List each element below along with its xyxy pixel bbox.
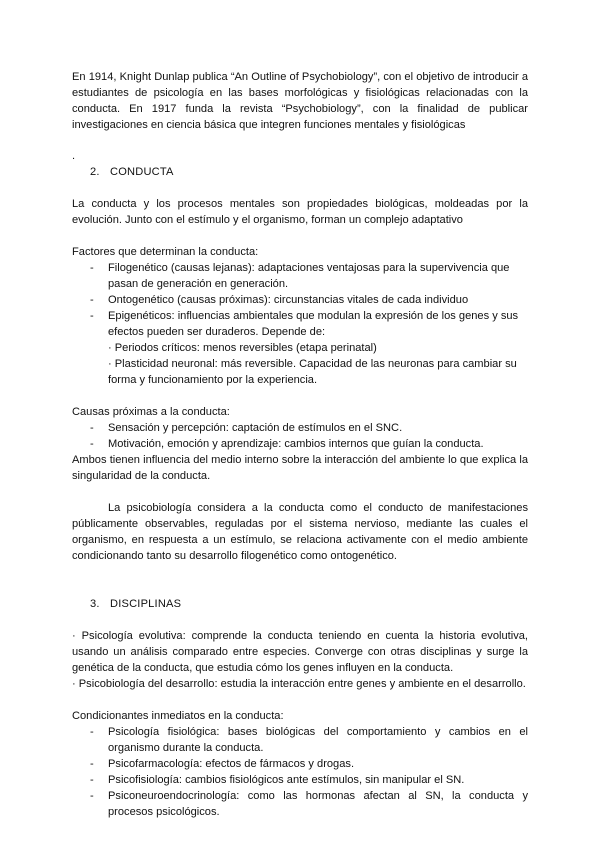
epigenetic-sub-item: · Periodos críticos: menos reversibles (etapa perinatal): [108, 342, 377, 354]
list-item: - Psiconeuroendocrinología: como las hormonas afectan al SN, la conducta y procesos psicológicos.: [72, 788, 528, 820]
definition-paragraph: La psicobiología considera a la conducta como el conducto de manifestaciones públicamente observables, reguladas por el sistema nervioso, mediante las cuales el organismo, en respuesta a un estímulo, se relaciona activamente con el medio ambiente condicionando tanto su desarrollo filogenético como ontogenético.: [72, 502, 528, 562]
factors-list: [72, 260, 528, 340]
document-page: [72, 69, 528, 820]
list-item: - Psicología fisiológica: bases biológicas del comportamiento y cambios en el organismo durante la conducta.: [72, 724, 528, 756]
list-item: - Psicofisiología: cambios fisiológicos ante estímulos, sin manipular el SN.: [72, 772, 528, 788]
list-item: - Sensación y percepción: captación de estímulos en el SNC.: [72, 420, 528, 436]
epigenetic-sub-item: · Plasticidad neuronal: más reversible. Capacidad de las neuronas para cambiar su forma y funcionamiento por la experiencia.: [108, 358, 517, 386]
list-item: - Epigenéticos: influencias ambientales que modulan la expresión de los genes y sus efectos pueden ser duraderos. Depende de:: [72, 308, 528, 340]
list-item: - Filogenético (causas lejanas): adaptaciones ventajosas para la supervivencia que pasan de generación en generación.: [72, 260, 528, 292]
list-item: - Ontogenético (causas próximas): circunstancias vitales de cada individuo: [72, 292, 528, 308]
desarrollo-paragraph: · Psicobiología del desarrollo: estudia la interacción entre genes y ambiente en el desarrollo.: [72, 678, 526, 690]
causes-title: Causas próximas a la conducta:: [72, 406, 230, 418]
section-3-heading: [90, 596, 528, 612]
factors-title: Factores que determinan la conducta:: [72, 246, 259, 258]
section-2-title: CONDUCTA: [110, 166, 174, 178]
influence-paragraph: Ambos tienen influencia del medio interno sobre la interacción del ambiente lo que explica la singularidad de la conducta.: [72, 454, 528, 482]
section-2-number: 2.: [90, 166, 100, 178]
conditions-list: [72, 724, 528, 820]
causes-list: [72, 420, 528, 452]
evolutiva-paragraph: · Psicología evolutiva: comprende la conducta teniendo en cuenta la historia evolutiva, usando un análisis comparado entre especies. Converge con otras disciplinas y surge la genética de la conducta, que estudia cómo los genes influyen en la conducta.: [72, 630, 528, 674]
stray-dot: .: [72, 150, 76, 162]
section-2-heading: [90, 164, 528, 180]
section-3-title: DISCIPLINAS: [110, 598, 182, 610]
list-item: - Psicofarmacología: efectos de fármacos y drogas.: [72, 756, 528, 772]
list-item: - Motivación, emoción y aprendizaje: cambios internos que guían la conducta.: [72, 436, 528, 452]
section-3-number: 3.: [90, 598, 100, 610]
intro-paragraph: En 1914, Knight Dunlap publica “An Outline of Psychobiology”, con el objetivo de introducir a estudiantes de psicología en las bases morfológicas y fisiológicas relacionadas con la conducta. En 1917 funda la revista “Psychobiology”, con la finalidad de publicar investigaciones en ciencia básica que integren funciones mentales y fisiológicas: [72, 71, 528, 131]
conditions-title: Condicionantes inmediatos en la conducta:: [72, 710, 284, 722]
conducta-paragraph: La conducta y los procesos mentales son propiedades biológicas, moldeadas por la evolución. Junto con el estímulo y el organismo, forman un complejo adaptativo: [72, 198, 528, 226]
